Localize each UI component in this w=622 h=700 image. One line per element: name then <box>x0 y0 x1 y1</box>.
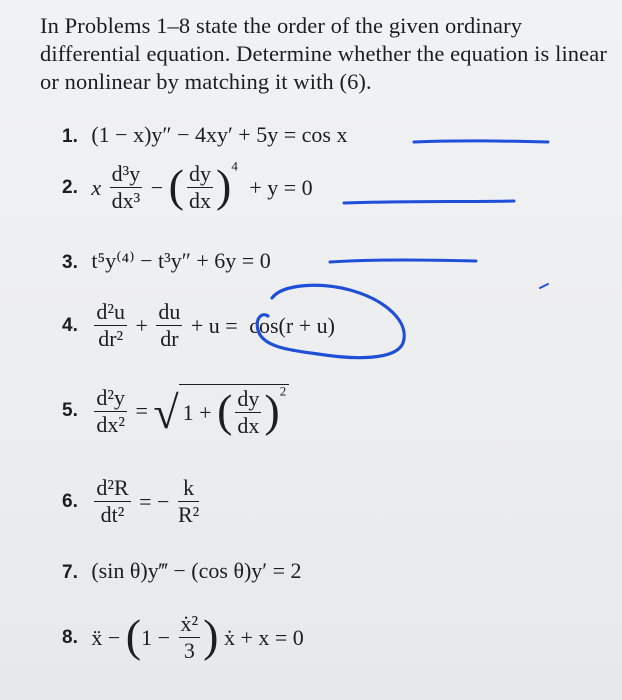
numerator: d²y <box>96 384 125 410</box>
x-double-dot-minus: ẍ − <box>91 624 121 650</box>
radical-sign: √ <box>153 387 179 438</box>
equation: (1 − x)y″ − 4xy′ + 5y = cos x <box>91 122 348 147</box>
numerator: dy <box>188 161 211 186</box>
variable-x: x <box>91 174 102 200</box>
answer-line-2 <box>344 201 514 203</box>
equation-rest: ẋ + x = 0 <box>223 624 304 650</box>
numerator: dy <box>237 386 260 411</box>
right-paren: ) <box>203 609 219 661</box>
left-paren: ( <box>217 384 233 436</box>
numerator: d²u <box>96 299 125 324</box>
denominator: dx <box>237 413 260 438</box>
instructions-paragraph: In Problems 1–8 state the order of the given ordinary differential equation. Determine whether the equation is linear or nonlinear by matching it with (6). <box>40 13 607 94</box>
problem-number: 8. <box>62 626 78 648</box>
one-minus: 1 − <box>141 624 171 650</box>
denominator: 3 <box>183 638 195 663</box>
problem-number: 6. <box>62 490 78 512</box>
exponent: 4 <box>231 158 238 174</box>
problem-number: 2. <box>62 176 78 198</box>
equation: (sin θ)y‴ − (cos θ)y′ = 2 <box>91 558 302 583</box>
circle-mark <box>257 285 404 357</box>
denominator: dr² <box>98 326 124 351</box>
equals-minus: = − <box>139 488 170 514</box>
numerator: ẋ² <box>180 611 199 636</box>
problem-number: 4. <box>62 314 78 336</box>
denominator: R² <box>177 502 200 527</box>
left-paren: ( <box>168 159 184 211</box>
numerator: k <box>178 476 199 502</box>
denominator: dx² <box>96 411 125 437</box>
equation-rest: + u = <box>190 312 238 338</box>
exponent: 2 <box>279 383 287 399</box>
equation-rest: + y = 0 <box>249 174 313 200</box>
equation: t⁵y⁽⁴⁾ − t³y″ + 6y = 0 <box>91 248 271 273</box>
problem-number: 3. <box>62 252 78 273</box>
numerator: d³y <box>111 161 141 186</box>
numerator: d²R <box>96 475 129 500</box>
problem-number: 5. <box>62 400 78 422</box>
equals-sign: = <box>135 398 148 423</box>
denominator: dt² <box>100 502 125 527</box>
problem-number: 1. <box>62 126 78 147</box>
denominator: dx <box>188 188 211 213</box>
circled-term: cos(r + u) <box>249 312 335 338</box>
one-plus: 1 + <box>182 399 212 425</box>
right-paren: ) <box>264 384 280 436</box>
left-paren: ( <box>125 609 142 661</box>
problem-number: 7. <box>62 562 78 583</box>
answer-line-1 <box>414 141 548 142</box>
numerator: du <box>158 299 181 324</box>
tick-mark <box>540 284 548 288</box>
answer-line-3 <box>330 260 476 262</box>
denominator: dx³ <box>111 188 141 213</box>
right-paren: ) <box>215 159 232 211</box>
minus-sign: − <box>150 174 164 200</box>
denominator: dr <box>160 326 179 351</box>
plus-sign: + <box>135 312 148 338</box>
